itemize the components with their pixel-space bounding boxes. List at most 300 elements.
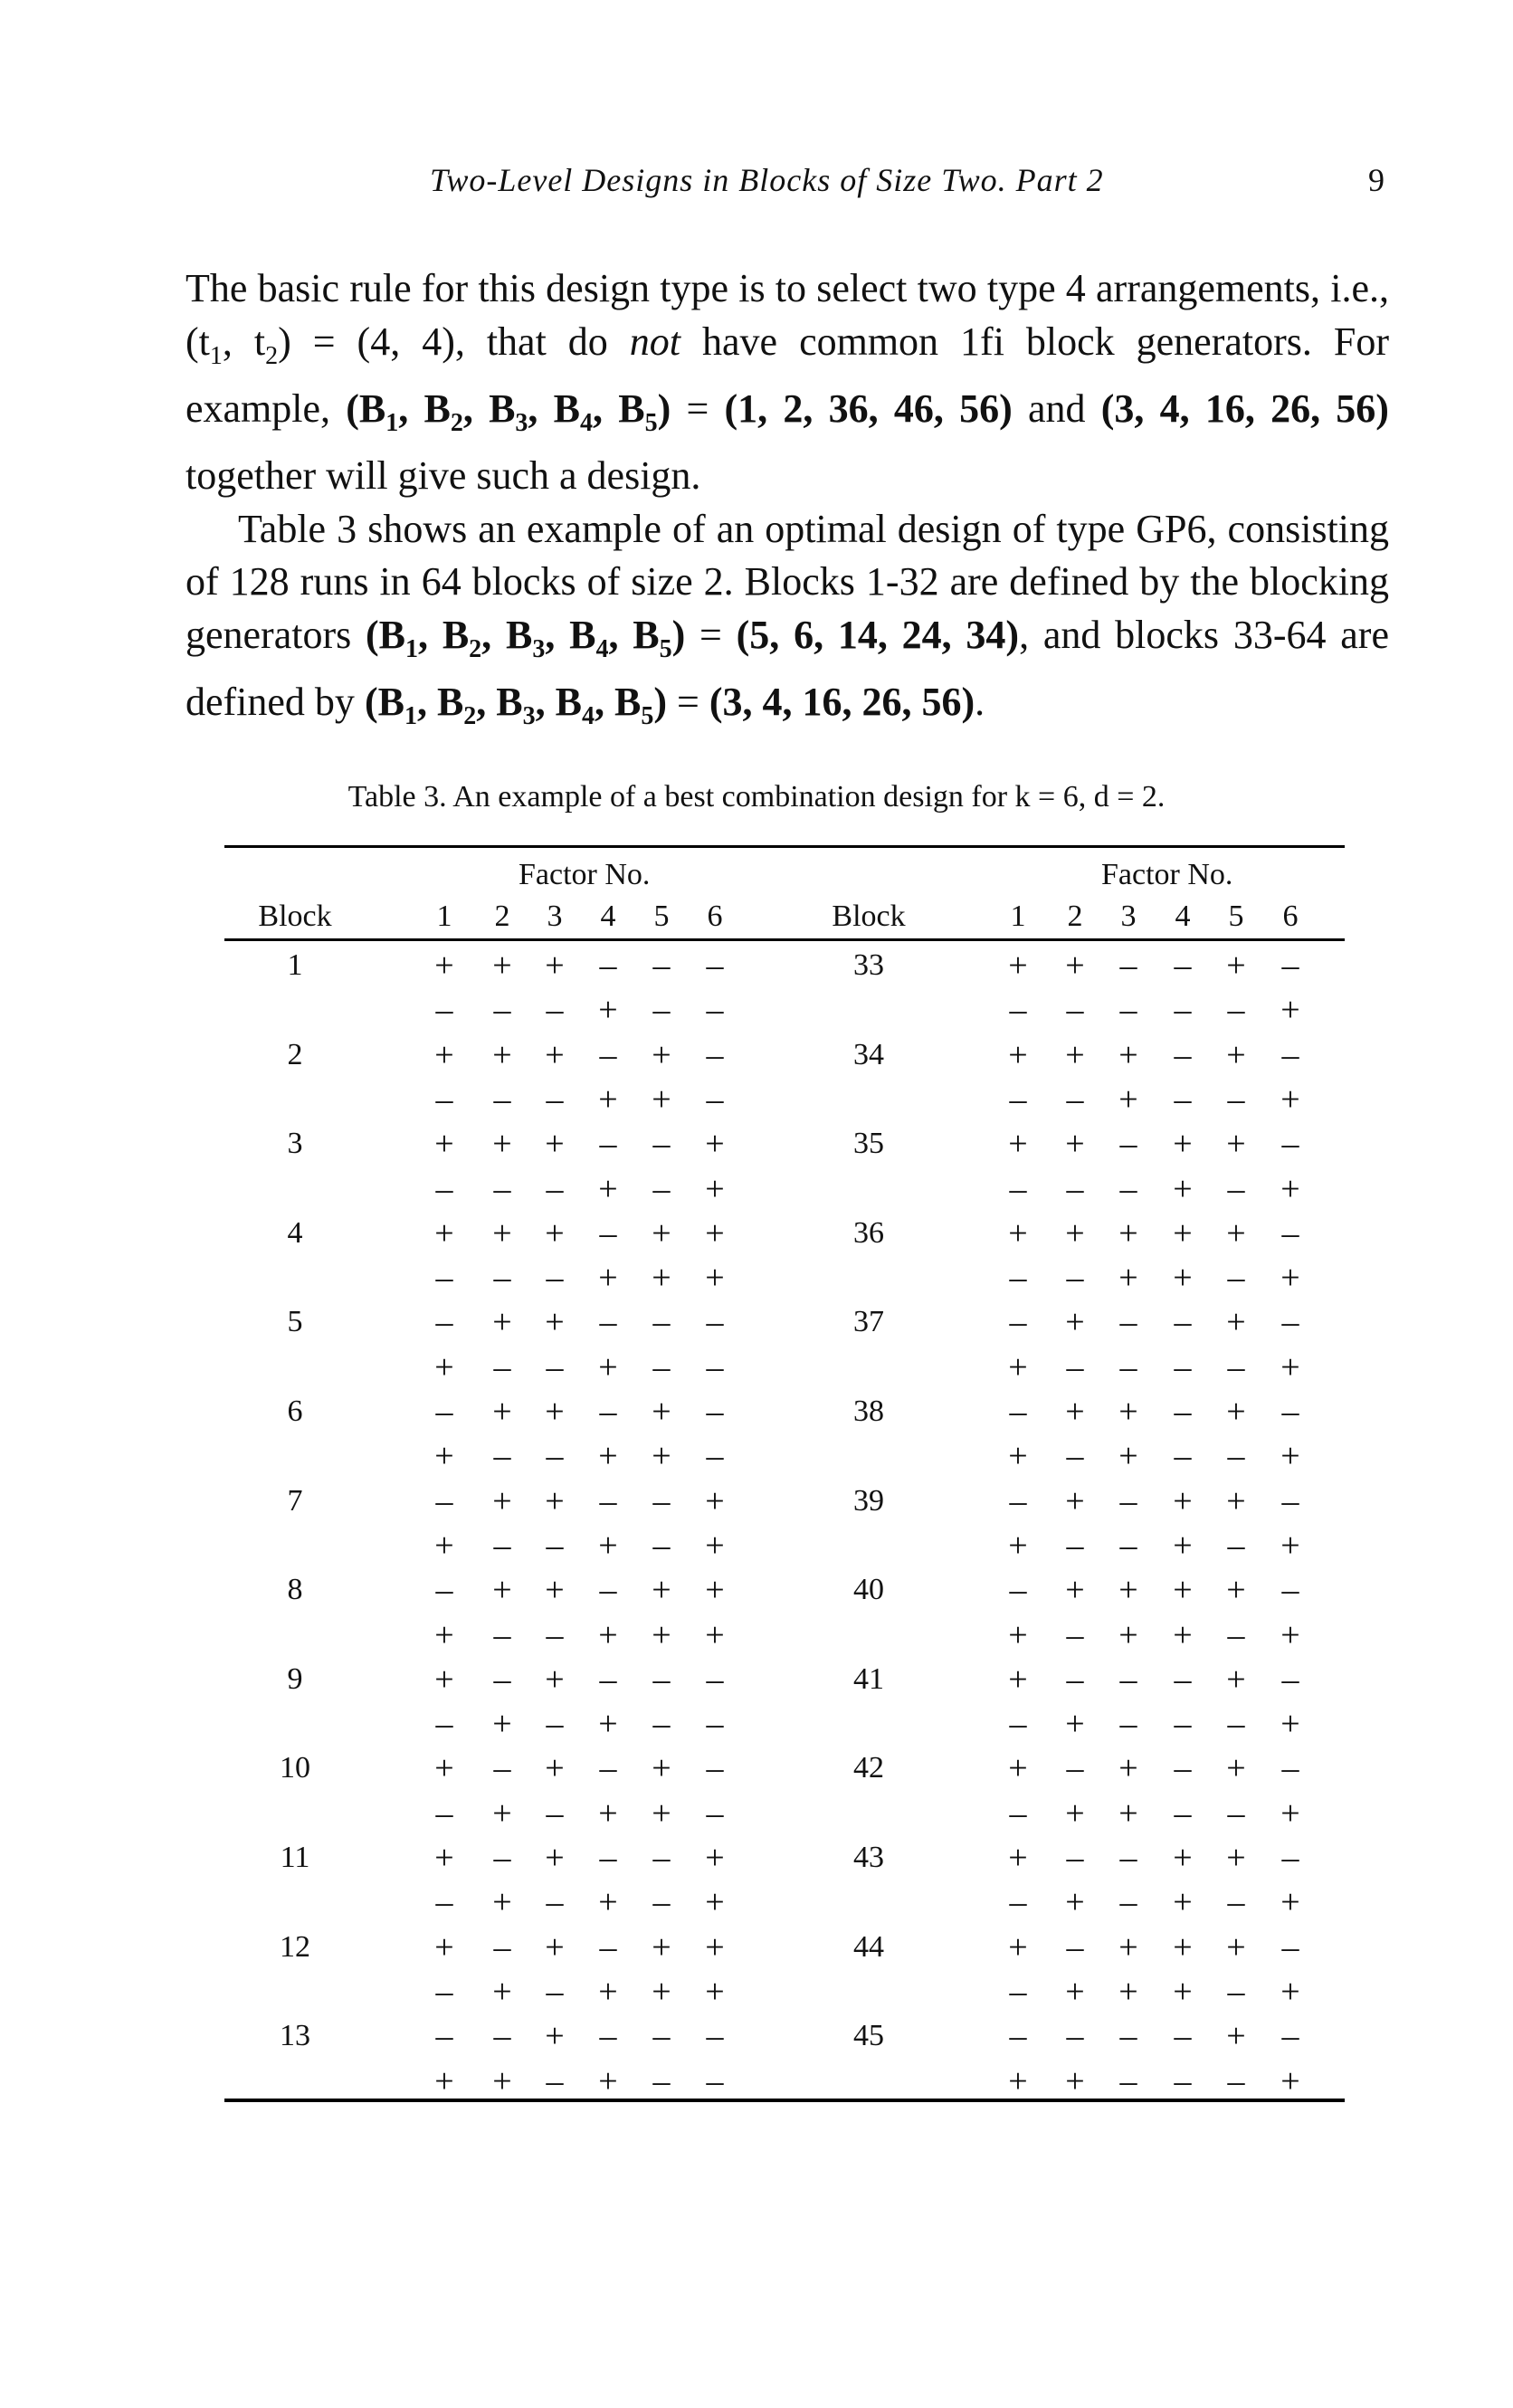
plus-level: + — [1280, 1883, 1300, 1922]
table-row — [0, 1746, 1513, 1791]
minus-level: – — [706, 2061, 724, 2100]
table-row — [0, 1389, 1513, 1434]
plus-level: + — [1008, 1927, 1028, 1966]
plus-level: + — [1226, 1035, 1246, 1074]
plus-level: + — [492, 1481, 512, 1520]
minus-level: – — [706, 991, 724, 1030]
minus-level: – — [599, 1035, 617, 1074]
plus-level: + — [1065, 1481, 1085, 1520]
minus-level: – — [1227, 1526, 1245, 1565]
plus-level: + — [1065, 1125, 1085, 1164]
table-row — [0, 1345, 1513, 1390]
minus-level: – — [1009, 1794, 1027, 1832]
plus-level: + — [492, 1972, 512, 2011]
minus-level: – — [435, 2017, 453, 2056]
table-row — [0, 1211, 1513, 1256]
minus-level: – — [435, 1481, 453, 1520]
plus-level: + — [492, 947, 512, 985]
plus-level: + — [1118, 1035, 1138, 1074]
minus-level: – — [652, 1526, 671, 1565]
factor-number-left-1: 1 — [436, 899, 452, 933]
minus-level: – — [435, 1794, 453, 1832]
plus-level: + — [1118, 1437, 1138, 1476]
plus-level: + — [1008, 1347, 1028, 1386]
table-row — [0, 1835, 1513, 1880]
minus-level: – — [1066, 1169, 1084, 1208]
plus-level: + — [1280, 1259, 1300, 1298]
minus-level: – — [1066, 1347, 1084, 1386]
minus-level: – — [1066, 1839, 1084, 1877]
plus-level: + — [492, 1883, 512, 1922]
plus-level: + — [545, 1571, 565, 1610]
table-row — [0, 943, 1513, 988]
minus-level: – — [599, 2017, 617, 2056]
minus-level: – — [652, 1481, 671, 1520]
plus-level: + — [1173, 1883, 1193, 1922]
minus-level: – — [546, 991, 564, 1030]
factor-number-left-4: 4 — [600, 899, 616, 933]
minus-level: – — [652, 1883, 671, 1922]
minus-level: – — [1119, 1125, 1137, 1164]
plus-level: + — [1226, 1660, 1246, 1699]
minus-level: – — [493, 1749, 511, 1788]
minus-level: – — [493, 2017, 511, 2056]
minus-level: – — [1174, 947, 1192, 985]
minus-level: – — [1066, 1526, 1084, 1565]
minus-level: – — [1227, 1259, 1245, 1298]
minus-level: – — [546, 1883, 564, 1922]
block-number: 7 — [287, 1483, 303, 1518]
plus-level: + — [1118, 1080, 1138, 1118]
minus-level: – — [1174, 1303, 1192, 1342]
plus-level: + — [1008, 2061, 1028, 2100]
factor-no-label-left: Factor No. — [519, 858, 651, 891]
plus-level: + — [1226, 1749, 1246, 1788]
plus-level: + — [434, 1615, 454, 1654]
block-number: 41 — [853, 1661, 884, 1696]
plus-level: + — [1118, 1393, 1138, 1431]
minus-level: – — [599, 1660, 617, 1699]
factor-number-right-1: 1 — [1010, 899, 1026, 933]
plus-level: + — [1118, 1214, 1138, 1252]
minus-level: – — [1009, 1972, 1027, 2011]
plus-level: + — [652, 1749, 671, 1788]
minus-level: – — [493, 1927, 511, 1966]
minus-level: – — [435, 1303, 453, 1342]
plus-level: + — [598, 1259, 618, 1298]
plus-level: + — [545, 1214, 565, 1252]
plus-level: + — [1065, 1794, 1085, 1832]
minus-level: – — [546, 1437, 564, 1476]
plus-level: + — [1280, 1705, 1300, 1744]
factor-number-left-3: 3 — [547, 899, 563, 933]
plus-level: + — [492, 1035, 512, 1074]
minus-level: – — [1174, 2017, 1192, 2056]
minus-level: – — [1174, 1660, 1192, 1699]
minus-level: – — [652, 1303, 671, 1342]
minus-level: – — [706, 1393, 724, 1431]
table-row — [0, 1791, 1513, 1836]
body-text — [186, 262, 1389, 743]
plus-level: + — [434, 1214, 454, 1252]
factor-number-right-4: 4 — [1175, 899, 1191, 933]
plus-level: + — [1226, 1481, 1246, 1520]
table-row — [0, 1299, 1513, 1345]
minus-level: – — [599, 1927, 617, 1966]
minus-level: – — [1174, 1080, 1192, 1118]
minus-level: – — [493, 1839, 511, 1877]
plus-level: + — [652, 1214, 671, 1252]
minus-level: – — [652, 1347, 671, 1386]
minus-level: – — [546, 1615, 564, 1654]
table-row — [0, 2059, 1513, 2104]
plus-level: + — [1173, 1214, 1193, 1252]
plus-level: + — [1173, 1927, 1193, 1966]
minus-level: – — [1227, 1615, 1245, 1654]
minus-level: – — [1119, 1883, 1137, 1922]
minus-level: – — [1227, 1080, 1245, 1118]
plus-level: + — [598, 1705, 618, 1744]
plus-level: + — [1065, 947, 1085, 985]
block-number: 45 — [853, 2019, 884, 2053]
block-number: 37 — [853, 1305, 884, 1339]
minus-level: – — [1119, 1660, 1137, 1699]
block-number: 42 — [853, 1751, 884, 1785]
minus-level: – — [546, 1259, 564, 1298]
plus-level: + — [1226, 1839, 1246, 1877]
plus-level: + — [434, 1749, 454, 1788]
page-number: 9 — [1368, 162, 1385, 198]
minus-level: – — [599, 1571, 617, 1610]
block-number: 11 — [280, 1841, 310, 1874]
minus-level: – — [1174, 1705, 1192, 1744]
plus-level: + — [434, 1927, 454, 1966]
plus-level: + — [545, 1393, 565, 1431]
table-row — [0, 1033, 1513, 1078]
plus-level: + — [1226, 947, 1246, 985]
plus-level: + — [1280, 2061, 1300, 2100]
minus-level: – — [1119, 1347, 1137, 1386]
plus-level: + — [434, 1437, 454, 1476]
minus-level: – — [1009, 1883, 1027, 1922]
table-row — [0, 1077, 1513, 1122]
minus-level: – — [1227, 991, 1245, 1030]
table-row — [0, 1880, 1513, 1925]
plus-level: + — [492, 1393, 512, 1431]
plus-level: + — [1118, 1571, 1138, 1610]
table-row — [0, 1433, 1513, 1479]
table-row — [0, 1925, 1513, 1970]
minus-level: – — [706, 1794, 724, 1832]
table-row — [0, 1701, 1513, 1747]
minus-level: – — [1281, 1571, 1299, 1610]
minus-level: – — [652, 2061, 671, 2100]
minus-level: – — [1281, 2017, 1299, 2056]
table-row — [0, 1969, 1513, 2014]
plus-level: + — [1118, 1927, 1138, 1966]
factor-number-left-5: 5 — [653, 899, 670, 933]
minus-level: – — [1281, 1125, 1299, 1164]
plus-level: + — [1173, 1481, 1193, 1520]
running-title: Two-Level Designs in Blocks of Size Two. Part 2 — [430, 162, 1104, 198]
block-number: 2 — [287, 1037, 303, 1071]
plus-level: + — [652, 1437, 671, 1476]
plus-level: + — [1008, 1437, 1028, 1476]
factor-number-right-6: 6 — [1282, 899, 1299, 933]
plus-level: + — [1226, 1303, 1246, 1342]
plus-level: + — [705, 1169, 725, 1208]
minus-level: – — [1174, 2061, 1192, 2100]
plus-level: + — [598, 1615, 618, 1654]
paragraph: Table 3 shows an example of an optimal design of type GP6, consisting of 128 runs in 64 blocks of size 2. Blocks 1-32 are defined by the blocking generators ($B_1$, $B_2$, $B_3$, $B_4$, $B_5) = (5$, 6, 14, 24, 34), and blocks 33-64 are defined by ($B_1$, $B_2$, $B_3$, $B_4$, $B_5) = (3$, 4, 16, 26, 56). — [186, 506, 1389, 730]
plus-level: + — [598, 1169, 618, 1208]
plus-level: + — [545, 2017, 565, 2056]
minus-level: – — [546, 1794, 564, 1832]
plus-level: + — [1008, 1526, 1028, 1565]
plus-level: + — [492, 1794, 512, 1832]
table-row — [0, 1523, 1513, 1568]
block-number: 43 — [853, 1841, 884, 1874]
minus-level: – — [493, 1526, 511, 1565]
minus-level: – — [706, 1347, 724, 1386]
minus-level: – — [1009, 1169, 1027, 1208]
plus-level: + — [705, 1571, 725, 1610]
plus-level: + — [545, 1125, 565, 1164]
plus-level: + — [545, 1035, 565, 1074]
minus-level: – — [1281, 1035, 1299, 1074]
plus-level: + — [652, 1615, 671, 1654]
plus-level: + — [434, 2061, 454, 2100]
plus-level: + — [545, 1749, 565, 1788]
minus-level: – — [652, 1705, 671, 1744]
minus-level: – — [1174, 1347, 1192, 1386]
plus-level: + — [652, 1259, 671, 1298]
plus-level: + — [492, 1214, 512, 1252]
factor-number-left-2: 2 — [494, 899, 510, 933]
minus-level: – — [599, 1303, 617, 1342]
minus-level: – — [435, 1259, 453, 1298]
block-number: 38 — [853, 1394, 884, 1428]
plus-level: + — [545, 1303, 565, 1342]
plus-level: + — [598, 1794, 618, 1832]
plus-level: + — [545, 1660, 565, 1699]
minus-level: – — [1281, 947, 1299, 985]
minus-level: – — [1281, 1393, 1299, 1431]
block-header-right: Block — [832, 899, 906, 933]
plus-level: + — [1118, 1259, 1138, 1298]
minus-level: – — [1227, 1883, 1245, 1922]
minus-level: – — [706, 1660, 724, 1699]
table-row — [0, 2013, 1513, 2059]
minus-level: – — [1119, 1481, 1137, 1520]
plus-level: + — [598, 1526, 618, 1565]
minus-level: – — [493, 1437, 511, 1476]
minus-level: – — [1009, 1705, 1027, 1744]
minus-level: – — [546, 1080, 564, 1118]
plus-level: + — [1065, 1883, 1085, 1922]
minus-level: – — [546, 1526, 564, 1565]
plus-level: + — [1008, 1125, 1028, 1164]
plus-level: + — [652, 1972, 671, 2011]
minus-level: – — [652, 1839, 671, 1877]
minus-level: – — [706, 1749, 724, 1788]
plus-level: + — [1118, 1794, 1138, 1832]
minus-level: – — [1009, 991, 1027, 1030]
minus-level: – — [706, 947, 724, 985]
plus-level: + — [1280, 991, 1300, 1030]
plus-level: + — [598, 991, 618, 1030]
minus-level: – — [652, 1125, 671, 1164]
minus-level: – — [1119, 1303, 1137, 1342]
minus-level: – — [1119, 2061, 1137, 2100]
plus-level: + — [545, 1481, 565, 1520]
plus-level: + — [492, 1303, 512, 1342]
block-number: 3 — [287, 1127, 303, 1161]
plus-level: + — [1173, 1839, 1193, 1877]
plus-level: + — [652, 1794, 671, 1832]
table-row — [0, 1121, 1513, 1166]
minus-level: – — [1281, 1749, 1299, 1788]
minus-level: – — [493, 1347, 511, 1386]
plus-level: + — [705, 1526, 725, 1565]
plus-level: + — [1226, 1571, 1246, 1610]
plus-level: + — [1008, 1660, 1028, 1699]
block-header-left: Block — [258, 899, 332, 933]
block-number: 36 — [853, 1215, 884, 1250]
plus-level: + — [1173, 1526, 1193, 1565]
table-row — [0, 1613, 1513, 1658]
plus-level: + — [1173, 1125, 1193, 1164]
plus-level: + — [598, 1437, 618, 1476]
block-number: 33 — [853, 948, 884, 982]
minus-level: – — [599, 1393, 617, 1431]
plus-level: + — [652, 1393, 671, 1431]
minus-level: – — [493, 991, 511, 1030]
factor-number-right-5: 5 — [1228, 899, 1244, 933]
table-top-rule — [224, 845, 1345, 848]
minus-level: – — [599, 1214, 617, 1252]
minus-level: – — [1119, 991, 1137, 1030]
minus-level: – — [1281, 1214, 1299, 1252]
minus-level: – — [435, 1883, 453, 1922]
minus-level: – — [546, 1972, 564, 2011]
minus-level: – — [599, 1749, 617, 1788]
minus-level: – — [1066, 1615, 1084, 1654]
block-number: 35 — [853, 1127, 884, 1161]
plus-level: + — [1065, 1035, 1085, 1074]
paragraph: The basic rule for this design type is to select two type 4 arrangements, i.e., ($t_1$, $t_2) = (4$, 4), that do not have common 1fi block generators. For example, ($B_1$, $B_2$, $B_3$, $B_4$, $B_5) = (1$, 2, 36, 46, 56) and (3, 4, 16, 26, 56) together will give such a design. — [186, 266, 1389, 499]
minus-level: – — [1281, 1927, 1299, 1966]
minus-level: – — [1009, 2017, 1027, 2056]
plus-level: + — [598, 1080, 618, 1118]
factor-number-right-3: 3 — [1120, 899, 1137, 933]
plus-level: + — [545, 947, 565, 985]
running-head — [0, 161, 1513, 215]
block-number: 6 — [287, 1394, 303, 1428]
minus-level: – — [1227, 1437, 1245, 1476]
plus-level: + — [434, 1125, 454, 1164]
minus-level: – — [706, 2017, 724, 2056]
plus-level: + — [545, 1927, 565, 1966]
plus-level: + — [1280, 1437, 1300, 1476]
minus-level: – — [1281, 1303, 1299, 1342]
plus-level: + — [1118, 1749, 1138, 1788]
plus-level: + — [1280, 1615, 1300, 1654]
minus-level: – — [435, 1080, 453, 1118]
plus-level: + — [598, 1883, 618, 1922]
minus-level: – — [1009, 1393, 1027, 1431]
table-row — [0, 987, 1513, 1033]
plus-level: + — [705, 1481, 725, 1520]
plus-level: + — [1008, 1214, 1028, 1252]
minus-level: – — [1009, 1481, 1027, 1520]
minus-level: – — [706, 1303, 724, 1342]
minus-level: – — [706, 1705, 724, 1744]
minus-level: – — [435, 1571, 453, 1610]
factor-number-right-2: 2 — [1067, 899, 1083, 933]
plus-level: + — [492, 1125, 512, 1164]
minus-level: – — [599, 1481, 617, 1520]
minus-level: – — [1174, 1749, 1192, 1788]
minus-level: – — [493, 1169, 511, 1208]
plus-level: + — [652, 1080, 671, 1118]
plus-level: + — [652, 1927, 671, 1966]
minus-level: – — [1119, 947, 1137, 985]
plus-level: + — [1173, 1169, 1193, 1208]
minus-level: – — [493, 1615, 511, 1654]
plus-level: + — [705, 1883, 725, 1922]
plus-level: + — [705, 1125, 725, 1164]
minus-level: – — [1174, 1035, 1192, 1074]
plus-level: + — [705, 1214, 725, 1252]
minus-level: – — [652, 1660, 671, 1699]
plus-level: + — [1065, 1972, 1085, 2011]
minus-level: – — [1281, 1481, 1299, 1520]
minus-level: – — [1119, 2017, 1137, 2056]
plus-level: + — [1226, 1125, 1246, 1164]
plus-level: + — [1173, 1615, 1193, 1654]
minus-level: – — [1227, 1794, 1245, 1832]
plus-level: + — [1226, 1393, 1246, 1431]
plus-level: + — [705, 1972, 725, 2011]
plus-level: + — [1065, 1214, 1085, 1252]
minus-level: – — [652, 947, 671, 985]
minus-level: – — [1009, 1303, 1027, 1342]
minus-level: – — [1066, 2017, 1084, 2056]
plus-level: + — [434, 1660, 454, 1699]
plus-level: + — [1280, 1347, 1300, 1386]
plus-level: + — [434, 1035, 454, 1074]
plus-level: + — [492, 2061, 512, 2100]
minus-level: – — [1066, 1660, 1084, 1699]
plus-level: + — [1065, 1303, 1085, 1342]
minus-level: – — [1009, 1259, 1027, 1298]
minus-level: – — [493, 1080, 511, 1118]
minus-level: – — [1119, 1839, 1137, 1877]
block-number: 8 — [287, 1573, 303, 1607]
plus-level: + — [1280, 1080, 1300, 1118]
table-header-rule — [224, 938, 1345, 941]
block-number: 13 — [280, 2019, 310, 2053]
minus-level: – — [1119, 1526, 1137, 1565]
plus-level: + — [1226, 1927, 1246, 1966]
plus-level: + — [1065, 1705, 1085, 1744]
minus-level: – — [1227, 1347, 1245, 1386]
plus-level: + — [1226, 2017, 1246, 2056]
minus-level: – — [652, 1169, 671, 1208]
plus-level: + — [1008, 1615, 1028, 1654]
plus-level: + — [705, 1927, 725, 1966]
